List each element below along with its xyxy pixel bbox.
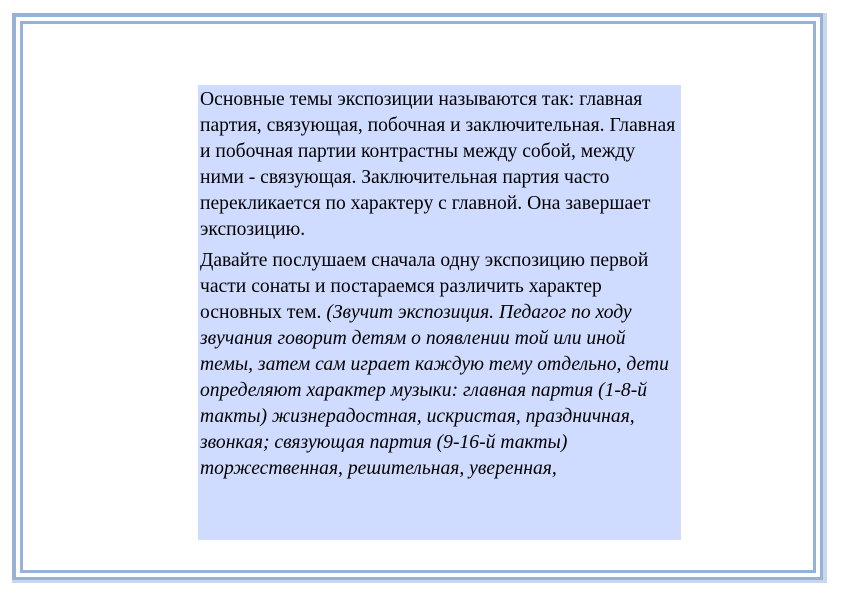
paragraph-listening-task [200,248,681,482]
paragraph-listening-task-regular: Давайте послушаем сначала одну экспозицию первой части сонаты и постараемся различить характер основных тем. [200,250,649,323]
slide-frame-shadow-bottom [12,580,827,583]
paragraph-exposition-themes: Основные темы экспозиции называются так: главная партия, связующая, побочная и заключительная. Главная и побочная партии контрастны между собой, между ними - связующая. Заключительная партия часто перекликается по характеру с главной. Она завершает экспозицию. [200,89,676,240]
paragraph-listening-task-italic: (Звучит экспозиция. Педагог по ходу звучания говорит детям о появлении той или иной темы, затем сам играет каждую тему отдельно, дети определяют характер музыки: главная партия (1-8-й такты) жизнерадостная, искристая, праздничная, звонкая; связующая партия (9-16-й такты) торжественная, решительная, уверенная, [200,302,669,479]
text-box [198,85,681,540]
slide-frame-shadow-right [823,13,827,581]
